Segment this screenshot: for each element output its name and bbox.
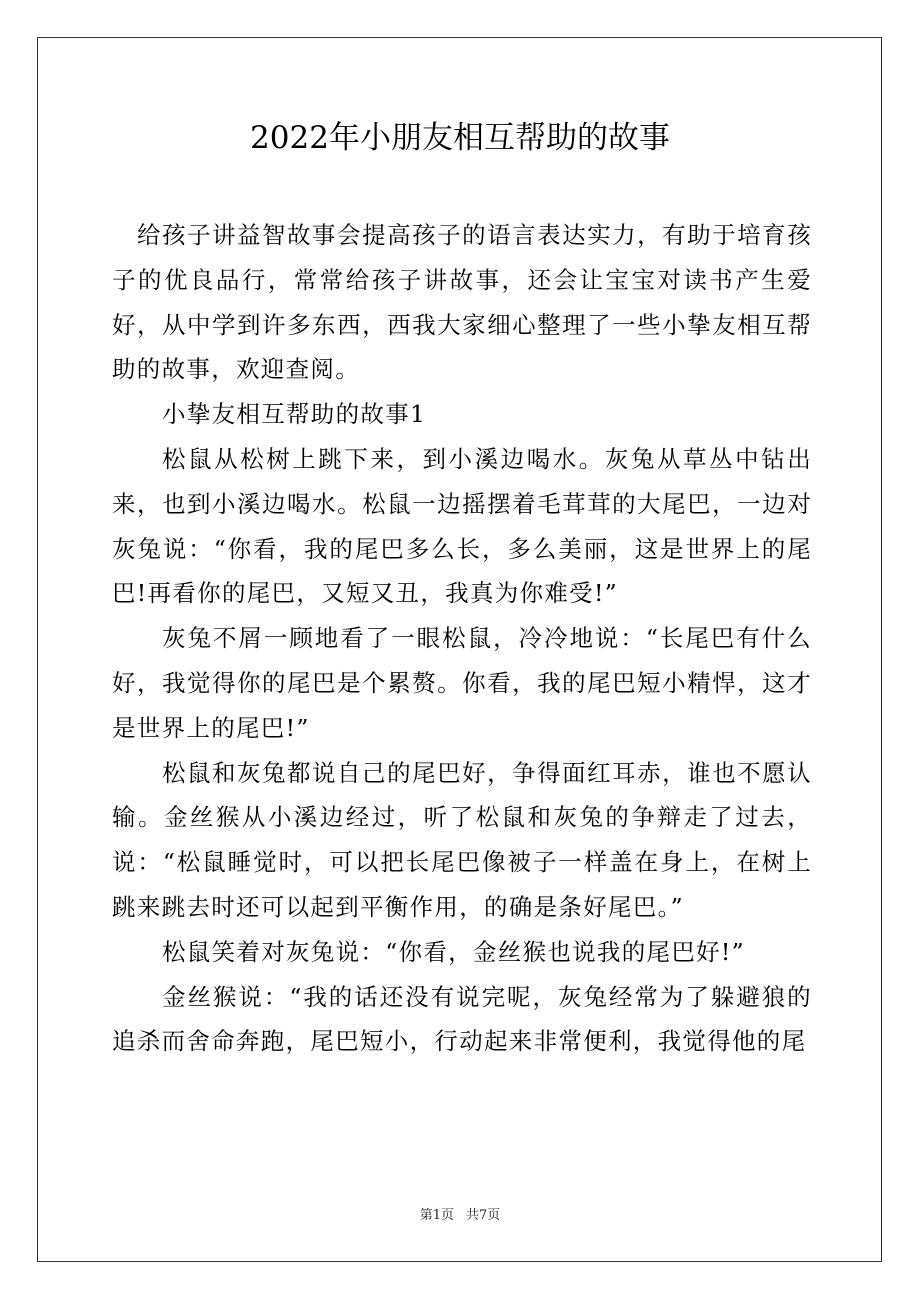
page-footer [0, 1207, 920, 1225]
story-paragraph: 松鼠从松树上跳下来，到小溪边喝水。灰兔从草丛中钻出来，也到小溪边喝水。松鼠一边摇摆着毛茸茸的大尾巴，一边对灰兔说：“你看，我的尾巴多么长，多么美丽，这是世界上的尾巴!再看你的尾巴，又短又丑，我真为你难受!” [112, 444, 812, 608]
document-title: 2022年小朋友相互帮助的故事 [250, 120, 670, 156]
story-paragraph: 松鼠和灰兔都说自己的尾巴好，争得面红耳赤，谁也不愿认输。金丝猴从小溪边经过，听了松鼠和灰兔的争辩走了过去，说：“松鼠睡觉时，可以把长尾巴像被子一样盖在身上，在树上跳来跳去时还可以起到平衡作用，的确是条好尾巴。” [112, 758, 812, 921]
current-page-label: 第1页 [419, 1208, 454, 1223]
total-pages-label: 共7页 [466, 1208, 501, 1223]
story-heading: 小挚友相互帮助的故事1 [162, 400, 427, 429]
story-paragraph: 灰兔不屑一顾地看了一眼松鼠，冷冷地说：“长尾巴有什么好，我觉得你的尾巴是个累赘。你看，我的尾巴短小精悍，这才是世界上的尾巴!” [112, 624, 812, 742]
story-paragraph: 松鼠笑着对灰兔说：“你看，金丝猴也说我的尾巴好!” [162, 937, 745, 966]
intro-paragraph: 给孩子讲益智故事会提高孩子的语言表达实力，有助于培育孩子的优良品行，常常给孩子讲故事，还会让宝宝对读书产生爱好，从中学到许多东西，西我大家细心整理了一些小挚友相互帮助的故事，欢迎查阅。 [112, 221, 812, 384]
document-body [112, 213, 812, 1064]
story-paragraph: 金丝猴说：“我的话还没有说完呢，灰兔经常为了躲避狼的追杀而舍命奔跑，尾巴短小，行动起来非常便利，我觉得他的尾 [112, 982, 812, 1056]
